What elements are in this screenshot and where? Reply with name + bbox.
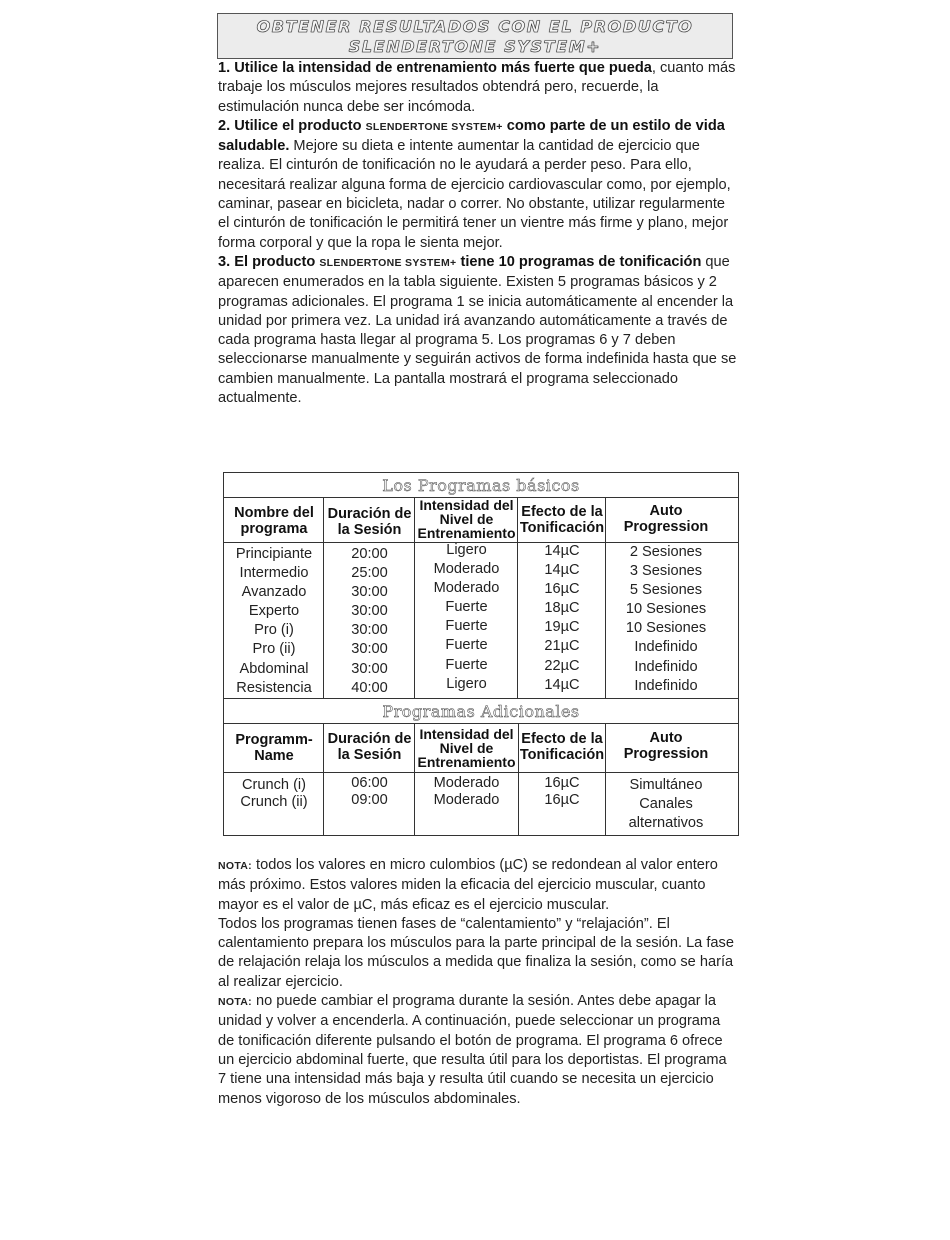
table-cell: 20:00	[351, 546, 388, 562]
table-cell: Abdominal	[239, 660, 309, 677]
table-cell: Experto	[248, 603, 300, 620]
table-cell: 40:00	[351, 679, 388, 696]
table-cell: Pro (ii)	[252, 641, 296, 658]
header-program-name: Nombre del programa	[234, 505, 314, 537]
table-cell: 09:00	[351, 792, 388, 808]
notes-content	[218, 856, 738, 1109]
paragraph-2-heading-a: 2. Utilice el producto	[218, 117, 366, 134]
column-divider	[323, 723, 324, 836]
header-intensity: Intensidad del Nivel de Entrenamiento	[417, 497, 516, 541]
header2-session-duration: Duración de la Sesión	[327, 731, 412, 763]
section-title-box	[217, 13, 733, 59]
column-divider	[414, 723, 415, 836]
paragraph-2-heading-b: como parte de un estilo de vida saludable.	[218, 117, 725, 155]
table-cell: 10 Sesiones	[625, 601, 707, 618]
table-cell: 16µC	[544, 775, 580, 791]
table-cell: 5 Sesiones	[629, 582, 703, 599]
additional-intensities	[415, 775, 518, 809]
additional-durations	[324, 775, 415, 809]
table-cell: Fuerte	[445, 599, 488, 616]
column-divider	[323, 497, 324, 698]
table-cell: 22µC	[544, 657, 580, 674]
table-cell: 2 Sesiones	[629, 544, 703, 560]
table-cell: 30:00	[351, 603, 388, 620]
paragraph-4: Todos los programas tienen fases de “calentamiento” y “relajación”. El calentamiento prepara los músculos para la parte principal de la sesión. La fase de relajación relaja los músculos a medida que finaliza la sesión, como se haría al realizar ejercicio.	[218, 915, 734, 990]
basic-program-names	[224, 545, 324, 698]
header-toning-effect: Efecto de la Tonificación	[519, 504, 605, 536]
paragraph-3-heading-a: 3. El producto	[218, 253, 320, 270]
note-2	[218, 992, 738, 1109]
note-2-text: no puede cambiar el programa durante la sesión. Antes debe apagar la unidad y volver a encenderla. A continuación, puede seleccionar un programa de tonificación diferente pulsando el botón de programa. El programa 6 ofrece un ejercicio abdominal fuerte, que resulta útil para los deportistas. El programa 7 tiene una intensidad más baja y resulta útil cuando se necesita un ejercicio menos vigoroso de los músculos abdominales.	[218, 993, 727, 1107]
table-cell: Fuerte	[445, 637, 488, 654]
paragraph-2-text: Mejore su dieta e intente aumentar la cantidad de ejercicio que realiza. El cinturón de tonificación no le ayudará a perder peso. Para ello, necesitará realizar alguna forma de ejercicio cardiovascular como, por ejemplo, caminar, pasear en bicicleta, nadar o correr. No obstante, utilizar regularmente el cinturón de tonificación le permitirá tener un vientre más firme y plano, mejor forma corporal y que la ropa le sienta mejor.	[218, 138, 731, 251]
note-2-label: NOTA:	[218, 996, 252, 1009]
page-content	[218, 13, 738, 408]
table-cell: 14µC	[544, 676, 580, 693]
note-1	[218, 856, 738, 915]
table-cell: 3 Sesiones	[629, 563, 703, 580]
column-divider	[605, 723, 606, 836]
table-cell: Moderado	[433, 580, 500, 597]
paragraph-3	[218, 253, 738, 408]
paragraph-3-heading-b: tiene 10 programas de tonificación	[456, 253, 702, 270]
column-divider	[517, 497, 518, 698]
table-cell: Indefinido	[634, 658, 698, 675]
note-1-text: todos los valores en micro culombios (µC) se redondean al valor entero más próximo. Estos valores miden la eficacia del ejercicio muscular, cuanto mayor es el valor de µC, más eficaz es el ejercicio muscular.	[218, 857, 718, 913]
table-cell: alternativos	[628, 815, 704, 832]
brand-name: SLENDERTONE SYSTEM+	[365, 120, 503, 133]
table-cell: 30:00	[351, 641, 388, 658]
table-cell: 14µC	[544, 543, 580, 559]
table-cell: Simultáneo	[629, 777, 703, 793]
table-cell: Fuerte	[445, 656, 488, 673]
section-title-line-2: SLENDERTONE SYSTEM+	[348, 37, 602, 56]
header2-auto-progression: Auto Progression	[623, 730, 709, 762]
table-cell: Indefinido	[634, 639, 698, 656]
table-cell: Crunch (i)	[241, 777, 307, 793]
table-cell: 30:00	[351, 584, 388, 601]
basic-durations	[324, 545, 415, 698]
additional-progressions	[606, 776, 726, 833]
table-cell: Intermedio	[239, 565, 309, 582]
table-cell: Ligero	[446, 675, 487, 692]
section-title-line-1: OBTENER RESULTADOS CON EL PRODUCTO	[256, 17, 694, 36]
table-cell: Moderado	[433, 792, 500, 808]
column-divider	[414, 497, 415, 698]
table-cell: Indefinido	[634, 677, 698, 694]
table-cell: Avanzado	[241, 584, 307, 601]
header2-program-name: Programm- Name	[235, 732, 313, 764]
table-cell: 16µC	[544, 581, 580, 598]
table-cell: Canales	[639, 796, 693, 813]
column-divider	[518, 723, 519, 836]
column-divider	[605, 497, 606, 698]
paragraph-1	[218, 59, 738, 117]
header2-toning-effect: Efecto de la Tonificación	[519, 731, 605, 763]
table-cell: 18µC	[544, 600, 580, 617]
table-cell: Pro (i)	[254, 622, 294, 639]
table-cell: Principiante	[235, 546, 313, 562]
table-cell: Resistencia	[236, 679, 312, 696]
table-cell: 14µC	[544, 562, 580, 579]
table-cell: 21µC	[544, 638, 580, 655]
programs-table	[223, 472, 739, 836]
table-cell: Crunch (ii)	[240, 794, 308, 810]
table-cell: 16µC	[544, 792, 580, 808]
table-cell: 30:00	[351, 660, 388, 677]
paragraph-2	[218, 117, 738, 253]
note-1-label: NOTA:	[218, 860, 252, 872]
basic-programs-title: Los Programas básicos	[224, 473, 738, 498]
additional-effects	[518, 775, 606, 809]
table-cell: 19µC	[544, 619, 580, 636]
basic-intensities	[415, 541, 518, 694]
paragraph-1-text: , cuanto más trabaje los músculos mejores resultados obtendrá pero, recuerde, la estimulación nunca debe ser incómoda.	[218, 60, 736, 115]
table-cell: Moderado	[433, 775, 500, 791]
paragraph-3-text: que aparecen enumerados en la tabla siguiente. Existen 5 programas básicos y 2 programas adicionales. El programa 1 se inicia automáticamente al encender la unidad por primera vez. La unidad irá avanzando automáticamente a través de cada programa hasta llegar al programa 5. Los programas 6 y 7 deben seleccionarse manualmente y seguirán activos de forma indefinida hasta que se cambien manualmente. La pantalla mostrará el programa seleccionado actualmente.	[218, 253, 737, 407]
additional-programs-title: Programas Adicionales	[224, 698, 738, 724]
basic-progressions	[606, 543, 726, 696]
header-auto-progression: Auto Progression	[623, 503, 709, 535]
table-cell: Fuerte	[445, 618, 488, 635]
header-session-duration: Duración de la Sesión	[327, 506, 412, 538]
table-cell: Ligero	[446, 542, 487, 558]
basic-effects	[518, 542, 606, 695]
additional-program-names	[224, 777, 324, 811]
table-cell: 06:00	[351, 775, 388, 791]
table-cell: 30:00	[351, 622, 388, 639]
paragraph-1-heading: 1. Utilice la intensidad de entrenamiento más fuerte que pueda	[218, 60, 652, 76]
table-cell: 25:00	[351, 565, 388, 582]
table-cell: Moderado	[433, 561, 500, 578]
header2-intensity: Intensidad del Nivel de Entrenamiento	[417, 726, 516, 770]
table-cell: 10 Sesiones	[625, 620, 707, 637]
brand-name: SLENDERTONE SYSTEM+	[319, 256, 457, 269]
